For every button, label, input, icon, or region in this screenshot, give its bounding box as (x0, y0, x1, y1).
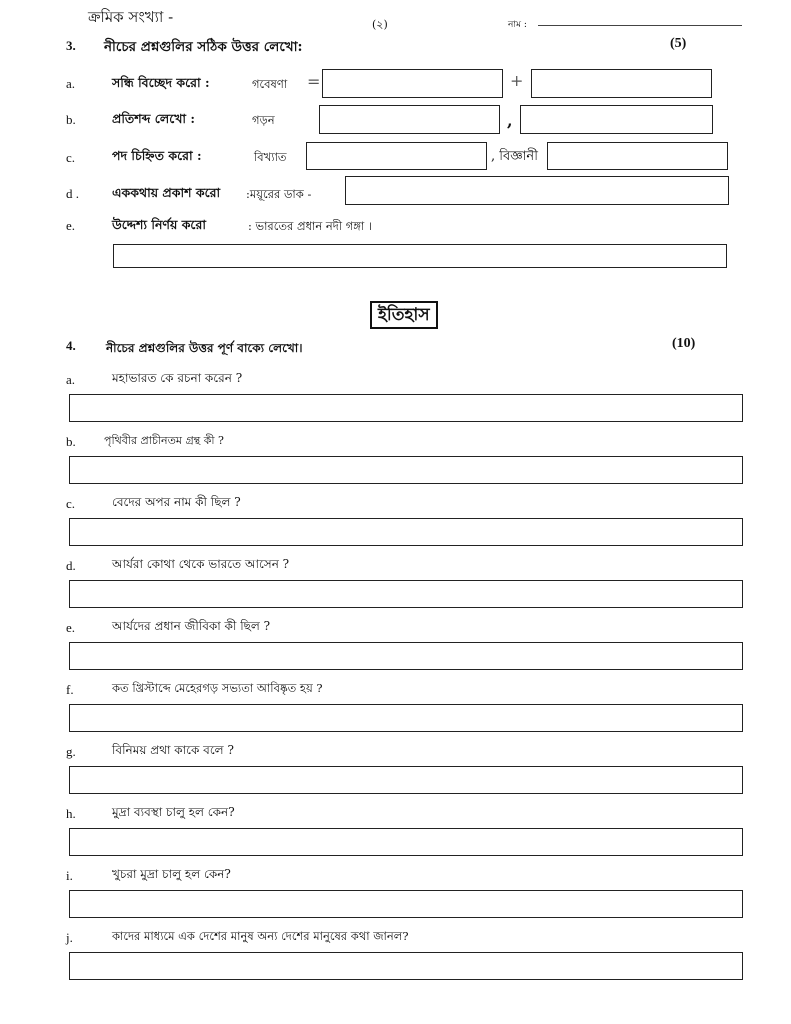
name-write-line[interactable] (538, 25, 742, 26)
q3e-answer-box[interactable] (113, 244, 727, 268)
q4c-text: বেদের অপর নাম কী ছিল ? (112, 495, 241, 509)
q4i-answer-box[interactable] (69, 890, 743, 918)
q4b-label: b. (66, 434, 76, 449)
q3c-answer-box-2[interactable] (547, 142, 728, 170)
q3b-instruction: প্রতিশব্দ লেখো : (112, 111, 196, 126)
q4j-text: কাদের মাধ্যমে এক দেশের মানুষ অন্য দেশের মানুষের কথা জানল? (112, 929, 409, 943)
q4g-text: বিনিময় প্রথা কাকে বলে ? (112, 743, 234, 757)
q3c-instruction: পদ চিহ্নিত করো : (112, 148, 202, 163)
page-number: (২) (372, 18, 388, 31)
serial-number-label: ক্রমিক সংখ্যা - (88, 8, 174, 26)
q4j-label: j. (66, 930, 73, 945)
q4d-label: d. (66, 558, 76, 573)
q4d-text: আর্যরা কোথা থেকে ভারতে আসেন ? (112, 557, 290, 571)
q4-title: নীচের প্রশ্নগুলির উত্তর পূর্ণ বাক্যে লেখো। (106, 341, 303, 355)
q3a-equals: = (307, 72, 321, 91)
q3-number: 3. (66, 38, 76, 53)
q4c-answer-box[interactable] (69, 518, 743, 546)
q4e-text: আর্যদের প্রধান জীবিকা কী ছিল ? (112, 619, 271, 633)
q3b-answer-box-1[interactable] (319, 105, 500, 134)
q3d-answer-box[interactable] (345, 176, 729, 205)
q4-number: 4. (66, 338, 76, 353)
q3a-label: a. (66, 76, 76, 91)
q3-marks: (5) (670, 36, 687, 51)
q4i-label: i. (66, 868, 73, 883)
q4i-text: খুচরা মুদ্রা চালু হল কেন? (112, 867, 231, 881)
q4b-text: পৃথিবীর প্রাচীনতম গ্রন্থ কী ? (104, 434, 224, 447)
q3c-word: বিখ্যাত (254, 150, 287, 164)
q4g-label: g. (66, 744, 76, 759)
q3a-word: গবেষণা (252, 77, 288, 91)
q4h-text: মুদ্রা ব্যবস্থা চালু হল কেন? (112, 805, 235, 819)
q4j-answer-box[interactable] (69, 952, 743, 980)
q3a-answer-box-1[interactable] (322, 69, 503, 98)
q3a-instruction: সন্ধি বিচ্ছেদ করো : (112, 75, 210, 90)
q3a-answer-box-2[interactable] (531, 69, 712, 98)
q3c-word2: , বিজ্ঞানী (491, 149, 538, 164)
q4f-answer-box[interactable] (69, 704, 743, 732)
q3d-instruction: এককথায় প্রকাশ করো (112, 185, 221, 200)
q4g-answer-box[interactable] (69, 766, 743, 794)
q3b-answer-box-2[interactable] (520, 105, 713, 134)
q3e-label: e. (66, 218, 76, 233)
q3e-instruction: উদ্দেশ্য নির্ণয় করো (112, 217, 206, 232)
name-label: নাম : (508, 20, 527, 30)
q4a-text: মহাভারত কে রচনা করেন ? (112, 371, 243, 385)
q4d-answer-box[interactable] (69, 580, 743, 608)
q3c-answer-box-1[interactable] (306, 142, 487, 170)
q3b-comma: , (507, 111, 513, 130)
q3e-word: : ভারতের প্রধান নদী গঙ্গা । (248, 219, 372, 233)
q4e-label: e. (66, 620, 76, 635)
section-title-history: ইতিহাস (370, 301, 438, 329)
q4b-answer-box[interactable] (69, 456, 743, 484)
q4f-text: কত খ্রিস্টাব্দে মেহেরগড় সভ্যতা আবিষ্কৃত হয় ? (112, 681, 323, 695)
q4h-answer-box[interactable] (69, 828, 743, 856)
q3a-plus: + (510, 71, 524, 90)
q4a-answer-box[interactable] (69, 394, 743, 422)
q3d-label: d . (66, 186, 79, 201)
q3b-word: গড়ন (252, 113, 275, 127)
q3-title: নীচের প্রশ্নগুলির সঠিক উত্তর লেখো: (104, 39, 303, 55)
q4f-label: f. (66, 682, 74, 697)
q3c-label: c. (66, 150, 76, 165)
q4-marks: (10) (672, 336, 696, 351)
q3d-word: :ময়ূরের ডাক - (246, 187, 312, 201)
q4a-label: a. (66, 372, 76, 387)
q4e-answer-box[interactable] (69, 642, 743, 670)
q4h-label: h. (66, 806, 76, 821)
q3b-label: b. (66, 112, 76, 127)
q4c-label: c. (66, 496, 76, 511)
